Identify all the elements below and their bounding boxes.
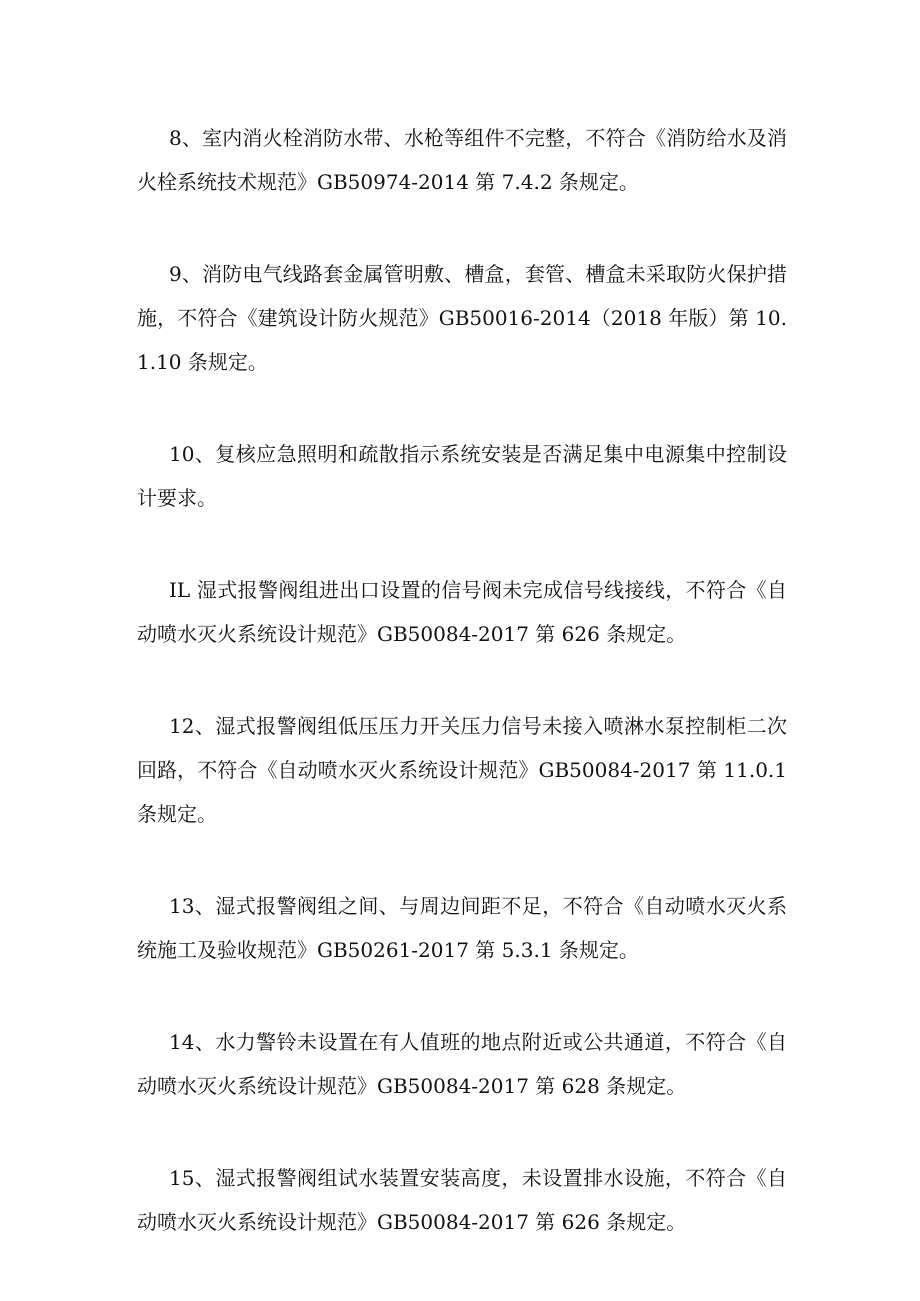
paragraph-item-9: 9、消防电气线路套金属管明敷、槽盒，套管、槽盒未采取防火保护措施，不符合《建筑设计防火规范》GB50016-2014（2018 年版）第 10.1.10 条规定。 — [137, 262, 787, 374]
paragraph-item-15: 15、湿式报警阀组试水装置安装高度，未设置排水设施，不符合《自动喷水灭火系统设计规范》GB50084-2017 第 626 条规定。 — [137, 1166, 787, 1234]
paragraph-item-11: IL 湿式报警阀组进出口设置的信号阀未完成信号线接线，不符合《自动喷水灭火系统设计规范》GB50084-2017 第 626 条规定。 — [137, 578, 787, 646]
paragraph-item-12: 12、湿式报警阀组低压压力开关压力信号未接入喷淋水泵控制柜二次回路，不符合《自动喷水灭火系统设计规范》GB50084-2017 第 11.0.1 条规定。 — [137, 714, 787, 826]
paragraph-item-14: 14、水力警铃未设置在有人值班的地点附近或公共通道，不符合《自动喷水灭火系统设计规范》GB50084-2017 第 628 条规定。 — [137, 1030, 787, 1098]
paragraph-item-8: 8、室内消火栓消防水带、水枪等组件不完整，不符合《消防给水及消火栓系统技术规范》GB50974-2014 第 7.4.2 条规定。 — [137, 126, 787, 194]
paragraph-item-13: 13、湿式报警阀组之间、与周边间距不足，不符合《自动喷水灭火系统施工及验收规范》GB50261-2017 第 5.3.1 条规定。 — [137, 894, 787, 962]
paragraph-item-10: 10、复核应急照明和疏散指示系统安装是否满足集中电源集中控制设计要求。 — [137, 442, 787, 510]
document-body — [137, 116, 787, 1292]
